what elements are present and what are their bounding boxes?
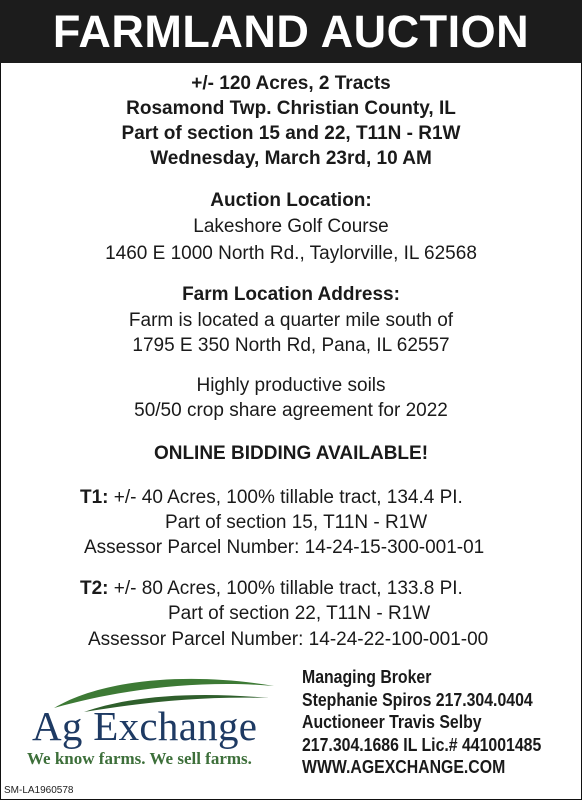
tract-2-parcel: Assessor Parcel Number: 14-24-22-100-001-00 [88, 629, 489, 650]
auction-address: 1460 E 1000 North Rd., Taylorville, IL 62568 [105, 243, 477, 264]
tract-2-section: Part of section 22, T11N - R1W [168, 603, 431, 624]
broker-info [302, 666, 541, 779]
broker-name-phone: Stephanie Spiros 217.304.0404 [302, 689, 533, 710]
township-line: Rosamond Twp. Christian County, IL [126, 98, 456, 119]
logo-tagline: We know farms. We sell farms. [27, 749, 252, 768]
feature-soils: Highly productive soils [196, 375, 386, 396]
auction-venue: Lakeshore Golf Course [193, 216, 389, 237]
tract-2-desc: +/- 80 Acres, 100% tillable tract, 133.8 PI. [113, 578, 463, 599]
tract-1-desc: +/- 40 Acres, 100% tillable tract, 134.4 PI. [113, 487, 463, 508]
ad-title: FARMLAND AUCTION [52, 6, 530, 57]
tract-1-desc-line [80, 486, 463, 509]
ag-exchange-logo [24, 672, 284, 772]
auction-date: Wednesday, March 23rd, 10 AM [150, 148, 432, 169]
tract-1-parcel: Assessor Parcel Number: 14-24-15-300-001-01 [84, 537, 485, 558]
farm-location-line1: Farm is located a quarter mile south of [128, 310, 454, 331]
title-banner [0, 0, 582, 63]
farm-location-line2: 1795 E 350 North Rd, Pana, IL 62557 [132, 335, 450, 356]
acres-line: +/- 120 Acres, 2 Tracts [191, 73, 391, 94]
tract-2-code: T2: [80, 578, 109, 599]
auctioneer-phone-license: 217.304.1686 IL Lic.# 441001485 [302, 734, 542, 755]
tract-1-code: T1: [80, 487, 109, 508]
auctioneer-name: Auctioneer Travis Selby [302, 712, 482, 732]
logo-name: Ag Exchange [32, 703, 258, 749]
online-bidding-notice: ONLINE BIDDING AVAILABLE! [153, 443, 429, 464]
tract-2-desc-line [80, 577, 463, 600]
ad-code: SM-LA1960578 [4, 785, 74, 796]
tract-1-section: Part of section 15, T11N - R1W [165, 512, 428, 533]
section-line: Part of section 15 and 22, T11N - R1W [121, 123, 461, 144]
farm-location-heading: Farm Location Address: [182, 284, 400, 305]
auction-location-heading: Auction Location: [210, 190, 372, 211]
website: WWW.AGEXCHANGE.COM [302, 757, 506, 777]
feature-crop-share: 50/50 crop share agreement for 2022 [134, 400, 448, 421]
broker-title: Managing Broker [302, 667, 432, 687]
